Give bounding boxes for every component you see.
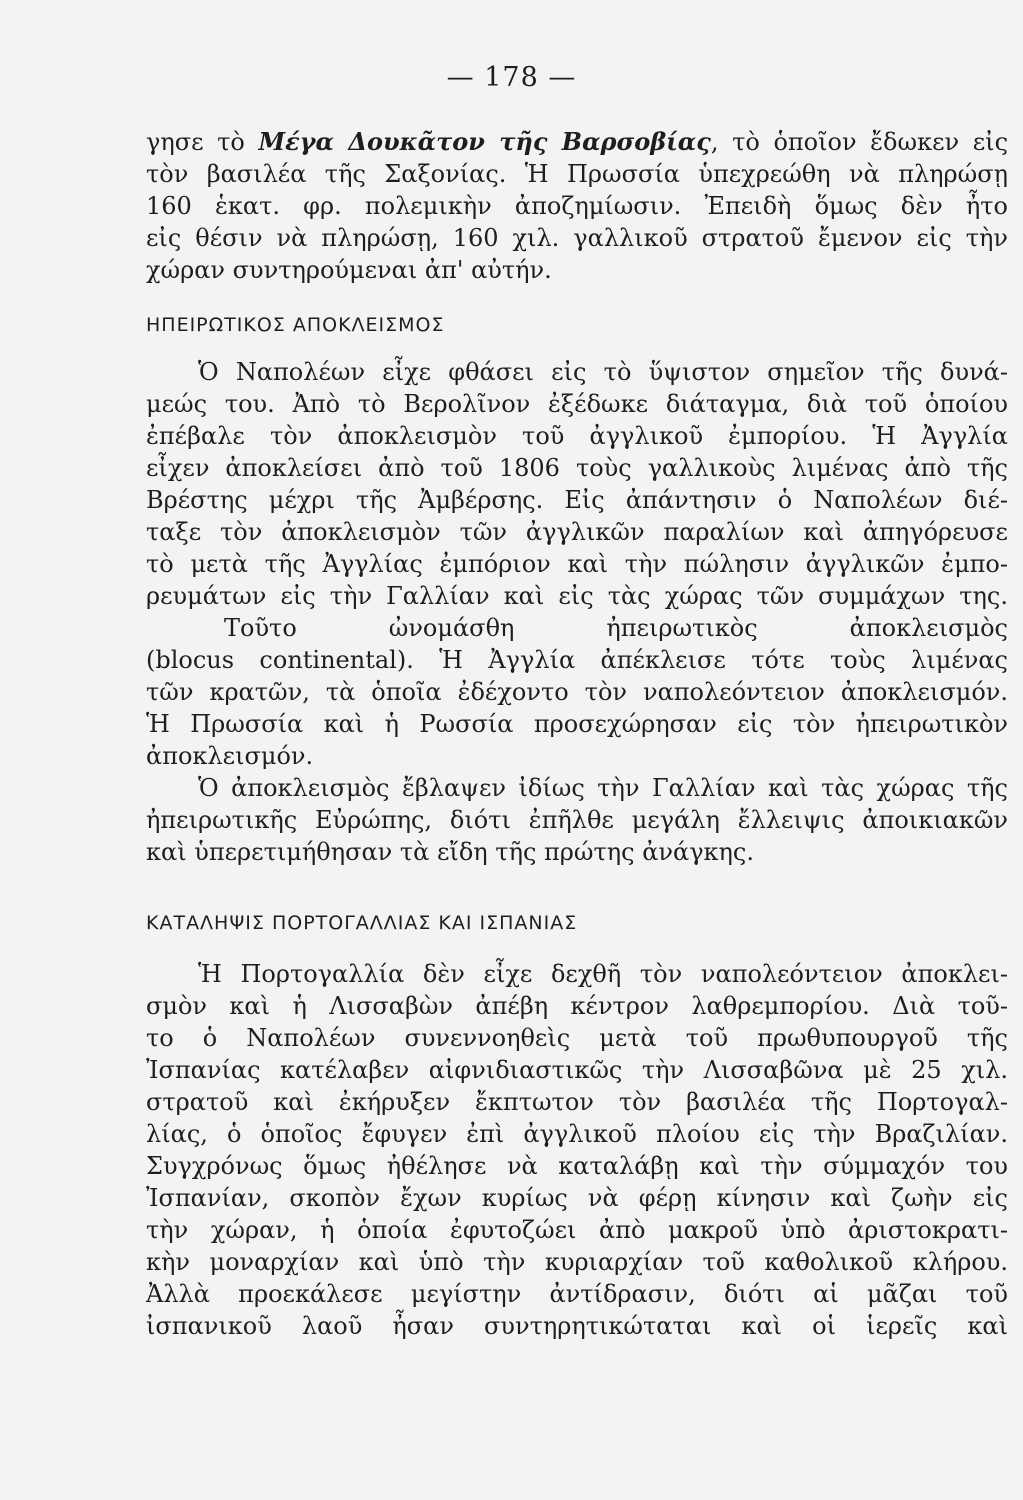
- text-line: κὴν μοναρχίαν καὶ ὑπὸ τὴν κυριαρχίαν τοῦ καθολικοῦ κλήρου.: [146, 1248, 1008, 1276]
- text-line: Ἰσπανίαν, σκοπὸν ἔχων κυρίως νὰ φέρῃ κίνησιν καὶ ζωὴν εἰς: [146, 1184, 1008, 1212]
- section-heading-continental-blockade: ΗΠΕΙΡΩΤΙΚΟΣ ΑΠΟΚΛΕΙΣΜΟΣ: [146, 314, 445, 336]
- paragraph-3: [146, 612, 1008, 772]
- text-line: ἐπέβαλε τὸν ἀποκλεισμὸν τοῦ ἀγγλικοῦ ἐμπορίου. Ἡ Ἀγγλία: [146, 422, 1008, 450]
- text-line: λίας, ὁ ὁποῖος ἔφυγεν ἐπὶ ἀγγλικοῦ πλοίου εἰς τὴν Βραζιλίαν.: [146, 1120, 1008, 1148]
- text-line: τὸν βασιλέα τῆς Σαξονίας. Ἡ Πρωσσία ὑπεχρεώθη νὰ πληρώσῃ: [146, 160, 1008, 188]
- text-line: γησε τὸ Μέγα Δουκᾶτον τῆς Βαρσοβίας, τὸ ὁποῖον ἔδωκεν εἰς: [146, 127, 1009, 156]
- text-line: σμὸν καὶ ἡ Λισσαβὼν ἀπέβη κέντρον λαθρεμπορίου. Διὰ τοῦ-: [146, 992, 1008, 1020]
- text-line: εἶχεν ἀποκλείσει ἀπὸ τοῦ 1806 τοὺς γαλλικοὺς λιμένας ἀπὸ τῆς: [146, 454, 1008, 482]
- text-line: χώραν συντηρούμεναι ἀπ' αὐτήν.: [146, 256, 552, 284]
- page-body: [146, 126, 1008, 1342]
- text-line: Βρέστης μέχρι τῆς Ἀμβέρσης. Εἰς ἀπάντησιν ὁ Ναπολέων διέ-: [146, 486, 1008, 514]
- paragraph-4: [146, 772, 1008, 868]
- text-line: μεώς του. Ἀπὸ τὸ Βερολῖνον ἐξέδωκε διάταγμα, διὰ τοῦ ὁποίου: [146, 390, 1008, 418]
- paragraph-1: [146, 126, 1008, 286]
- text-line: τὴν χώραν, ἡ ὁποία ἐφυτοζώει ἀπὸ μακροῦ ὑπὸ ἀριστοκρατι-: [146, 1216, 1008, 1244]
- text-line: Ἡ Πορτογαλλία δὲν εἶχε δεχθῆ τὸν ναπολεόντειον ἀποκλει-: [198, 960, 1008, 988]
- page-number: — 178 —: [446, 62, 577, 93]
- paragraph-5: [146, 958, 1008, 1342]
- text-line: Τοῦτο ὠνομάσθη ἠπειρωτικὸς ἀποκλεισμὸς: [224, 614, 1008, 642]
- text-line: (blocus continental). Ἡ Ἀγγλία ἀπέκλεισε τότε τοὺς λιμένας: [146, 646, 1008, 674]
- text-line: Συγχρόνως ὅμως ἠθέλησε νὰ καταλάβῃ καὶ τὴν σύμμαχόν του: [146, 1152, 1008, 1180]
- text-line: ταξε τὸν ἀποκλεισμὸν τῶν ἀγγλικῶν παραλίων καὶ ἀπηγόρευσε: [146, 518, 1008, 546]
- text-line: ἠπειρωτικῆς Εὐρώπης, διότι ἐπῆλθε μεγάλη ἔλλειψις ἀποικιακῶν: [146, 806, 1008, 834]
- text-line: ρευμάτων εἰς τὴν Γαλλίαν καὶ εἰς τὰς χώρας τῶν συμμάχων της.: [146, 582, 1008, 610]
- emphasized-title: Μέγα Δουκᾶτον τῆς Βαρσοβίας: [258, 127, 711, 156]
- text-line: Ἡ Πρωσσία καὶ ἡ Ρωσσία προσεχώρησαν εἰς τὸν ἠπειρωτικὸν: [146, 710, 1008, 738]
- text-line: στρατοῦ καὶ ἐκήρυξεν ἔκπτωτον τὸν βασιλέα τῆς Πορτογαλ-: [146, 1088, 1008, 1116]
- text-line: καὶ ὑπερετιμήθησαν τὰ εἴδη τῆς πρώτης ἀνάγκης.: [146, 838, 755, 866]
- paragraph-2: [146, 356, 1008, 612]
- text-line: Ὁ ἀποκλεισμὸς ἔβλαψεν ἰδίως τὴν Γαλλίαν καὶ τὰς χώρας τῆς: [198, 774, 1008, 802]
- text-line: Ἰσπανίας κατέλαβεν αἰφνιδιαστικῶς τὴν Λισσαβῶνα μὲ 25 χιλ.: [146, 1056, 1008, 1084]
- section-heading-portugal-spain: ΚΑΤΑΛΗΨΙΣ ΠΟΡΤΟΓΑΛΛΙΑΣ ΚΑΙ ΙΣΠΑΝΙΑΣ: [146, 912, 578, 934]
- text-line: ἀποκλεισμόν.: [146, 742, 314, 770]
- text-line: ἰσπανικοῦ λαοῦ ἦσαν συντηρητικώταται καὶ οἱ ἱερεῖς καὶ: [146, 1312, 1008, 1340]
- text-line: τὸ μετὰ τῆς Ἀγγλίας ἐμπόριον καὶ τὴν πώλησιν ἀγγλικῶν ἐμπο-: [146, 550, 1008, 578]
- text-line: εἰς θέσιν νὰ πληρώσῃ, 160 χιλ. γαλλικοῦ στρατοῦ ἔμενον εἰς τὴν: [146, 224, 1008, 252]
- text-line: Ὁ Ναπολέων εἶχε φθάσει εἰς τὸ ὕψιστον σημεῖον τῆς δυνά-: [198, 358, 1008, 386]
- text-line: το ὁ Ναπολέων συνεννοηθεὶς μετὰ τοῦ πρωθυπουργοῦ τῆς: [146, 1024, 1008, 1052]
- text-line: 160 ἑκατ. φρ. πολεμικὴν ἀποζημίωσιν. Ἐπειδὴ ὅμως δὲν ἦτο: [146, 192, 1008, 220]
- text-line: Ἀλλὰ προεκάλεσε μεγίστην ἀντίδρασιν, διότι αἱ μᾶζαι τοῦ: [146, 1280, 1008, 1308]
- text-line: τῶν κρατῶν, τὰ ὁποῖα ἐδέχοντο τὸν ναπολεόντειον ἀποκλεισμόν.: [146, 678, 1008, 706]
